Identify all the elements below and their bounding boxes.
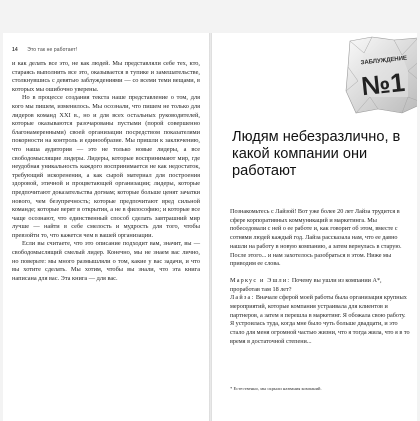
crumpled-paper-badge — [342, 35, 417, 115]
right-page — [212, 33, 417, 421]
left-page — [3, 33, 210, 421]
right-body-text — [230, 208, 410, 347]
paragraph: Если вы считаете, что это описание подходит вам, значит, вы — свободомыслящий смелый лидер. Конечно, мы не знаем вас лично, но поверьте: мы много размышляли о том, какие у вас задачи, и что вы хотите сделать. Мы хотим, чтобы вы знали, что эта книга написана для вас. Эта книга — для вас. — [12, 240, 200, 282]
intro-paragraph: Познакомьтесь с Лайзой! Вот уже более 20 лет Лайза трудится в сфере корпоративных коммуникаций и маркетинга. Мы побеседовали с ней о ее работе и, как говорит об этом, вместе с сотнями людей каждый год. Лайза рассказала нам, что ее давно нашли на работу в новую компанию, а затем вернулась в старую. После этого... и нам захотелось разобраться в этом. Ниже мы приводим ее слова. — [230, 208, 402, 268]
badge-label: ЗАБЛУЖДЕНИЕ — [360, 55, 408, 67]
dialog-exchange — [230, 294, 410, 346]
footnote: * Естественно, мы скрыли названия компаний. — [230, 386, 322, 391]
speaker-text: Вначале сферой моей работы была организация крупных мероприятий, которые компания устраивала для клиентов и партнеров, а затем я перешла в маркетинг. Я обожала свою работу. Я устроилась туда, когда мне было чуть больше двадцати, и это стало для меня огромной частью жизни, что я тогда жила, что я в то время в достаточной степени... — [230, 294, 410, 345]
speaker-name: Маркус и Эшли: — [230, 276, 291, 284]
page-number: 14 — [12, 47, 18, 53]
speaker-name: Лайза: — [230, 294, 255, 302]
paragraph: и как делать все это, не как людей. Мы представляли себе тех, кто, стараясь выполнить все это, оказывается в тупике и замешательстве, столкнувшись с девятью заблуждениями — со всеми теми вещами, в которых мы ошибочно уверены. — [12, 60, 200, 93]
speaker-text: Почему вы ушли из компании A*, проработав там 18 лет? — [230, 276, 382, 293]
running-head — [12, 47, 77, 53]
chapter-title: Людям небезразлично, в какой компании они работают — [232, 129, 401, 179]
running-head-title: Это так не работает! — [27, 47, 78, 53]
paragraph: Но в процессе создания текста наше представление о том, для кого мы пишем, изменилось. Мы осознали, что пишем не только для лидеров команд XXI в., но и для всех остальных руководителей, которые оказываются разочарованы пустыми (порой совершенно благонамеренными) своей организации посредством показателями покорности на контроль и единообразие. Мы пришли к заключению, что наша аудитория — это не только новые лидеры, а все свободомыслящие лидеры. Лидеры, которые воспринимают мир, где неудобная уникальность каждого воспринимается не как недостаток, требующий искоренения, а как сырой материал для построения здоровой, этичной и процветающей организации; лидеры, которые предпочитают доказательства догмам; которые больше ценят зачатки нового, чем безупречность; которые предпочитают вред сильной команде; которые верят в открытия, а не в философию; и которые все чаще осознают, что единственный способ сделать завтрашний мир лучше — найти в себе смелость и мудрость для того, чтобы превзойти то, что кажется чем в вашей организации. — [12, 94, 200, 239]
badge-number: №1 — [359, 66, 407, 102]
dialog-exchange — [230, 277, 410, 294]
left-body-text — [12, 60, 200, 283]
